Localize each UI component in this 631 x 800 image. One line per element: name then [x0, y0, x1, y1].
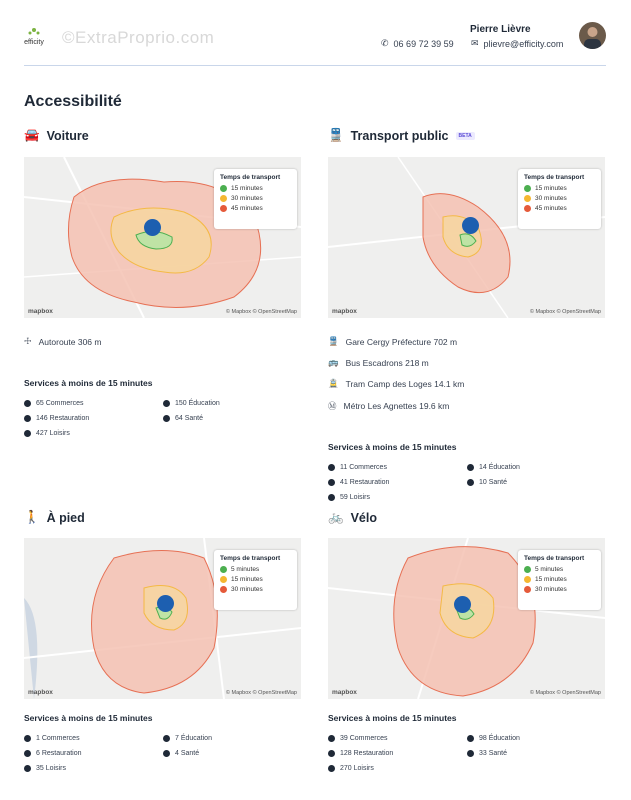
info-gare: 🚆 Gare Cergy Préfecture 702 m	[328, 336, 458, 347]
map-attribution[interactable]: © Mapbox © OpenStreetMap	[225, 690, 297, 696]
velo-legend: Temps de transport 5 minutes 15 minutes 30 minutes	[518, 550, 601, 610]
mapbox-logo: mapbox	[28, 308, 53, 315]
service-item: 65 Commerces	[24, 400, 83, 407]
tram-icon: 🚊	[328, 378, 339, 388]
voiture-map[interactable]	[24, 157, 301, 318]
service-item: 150 Éducation	[163, 400, 220, 407]
property-marker-icon	[462, 217, 479, 234]
phone-contact[interactable]	[381, 38, 454, 49]
phone-icon: ✆	[381, 38, 389, 48]
metro-icon: Ⓜ	[328, 401, 337, 411]
agent-name: Pierre Lièvre	[470, 24, 531, 35]
avatar	[579, 22, 606, 49]
service-item: 128 Restauration	[328, 750, 393, 757]
map-attribution[interactable]: © Mapbox © OpenStreetMap	[225, 309, 297, 315]
bicycle-icon: 🚲	[328, 510, 344, 524]
pied-map[interactable]	[24, 538, 301, 699]
info-bus: 🚌 Bus Escadrons 218 m	[328, 357, 429, 368]
mail-icon: ✉	[471, 38, 479, 48]
service-item: 427 Loisirs	[24, 430, 70, 437]
svg-text:efficity: efficity	[24, 39, 44, 46]
bus-icon: 🚌	[328, 357, 339, 367]
efficity-logo	[14, 24, 54, 48]
voiture-heading: 🚘 Voiture	[24, 128, 89, 143]
velo-heading: 🚲 Vélo	[328, 510, 377, 525]
email-address: plievre@efficity.com	[483, 38, 564, 49]
mapbox-logo: mapbox	[332, 689, 357, 696]
transport-map[interactable]	[328, 157, 605, 318]
service-item: 33 Santé	[467, 750, 507, 757]
watermark: ©ExtraProprio.com	[62, 28, 215, 47]
info-metro: Ⓜ Métro Les Agnettes 19.6 km	[328, 401, 450, 411]
transport-services-title: Services à moins de 15 minutes	[328, 442, 457, 452]
highway-icon: ☩	[24, 336, 32, 346]
voiture-legend: Temps de transport 15 minutes 30 minutes 45 minutes	[214, 169, 297, 229]
service-item: 7 Éducation	[163, 735, 212, 742]
mapbox-logo: mapbox	[28, 689, 53, 696]
service-item: 98 Éducation	[467, 735, 520, 742]
service-item: 1 Commerces	[24, 735, 80, 742]
page-title: Accessibilité	[24, 93, 122, 110]
service-item: 14 Éducation	[467, 464, 520, 471]
pied-legend: Temps de transport 5 minutes 15 minutes 30 minutes	[214, 550, 297, 610]
service-item: 10 Santé	[467, 479, 507, 486]
service-item: 41 Restauration	[328, 479, 389, 486]
property-marker-icon	[454, 596, 471, 613]
email-contact[interactable]	[471, 38, 563, 49]
property-marker-icon	[144, 219, 161, 236]
phone-number: 06 69 72 39 59	[393, 38, 454, 49]
mapbox-logo: mapbox	[332, 308, 357, 315]
service-item: 35 Loisirs	[24, 765, 66, 772]
header-divider	[24, 65, 606, 66]
car-icon: 🚘	[24, 128, 40, 142]
pied-services-title: Services à moins de 15 minutes	[24, 713, 153, 723]
train-icon: 🚆	[328, 128, 344, 142]
map-attribution[interactable]: © Mapbox © OpenStreetMap	[529, 309, 601, 315]
service-item: 39 Commerces	[328, 735, 387, 742]
walking-icon: 🚶	[24, 510, 40, 524]
voiture-services-title: Services à moins de 15 minutes	[24, 378, 153, 388]
velo-services-title: Services à moins de 15 minutes	[328, 713, 457, 723]
service-item: 6 Restauration	[24, 750, 82, 757]
pied-heading: 🚶 À pied	[24, 510, 85, 525]
service-item: 4 Santé	[163, 750, 199, 757]
beta-badge: BETA	[456, 132, 475, 140]
service-item: 11 Commerces	[328, 464, 387, 471]
service-item: 59 Loisirs	[328, 494, 370, 501]
transport-heading: 🚆 Transport public BETA	[328, 128, 475, 143]
service-item: 64 Santé	[163, 415, 203, 422]
property-marker-icon	[157, 595, 174, 612]
info-tram: 🚊 Tram Camp des Loges 14.1 km	[328, 378, 465, 389]
info-autoroute: ☩ Autoroute 306 m	[24, 336, 102, 347]
map-attribution[interactable]: © Mapbox © OpenStreetMap	[529, 690, 601, 696]
train-icon: 🚆	[328, 336, 339, 346]
service-item: 270 Loisirs	[328, 765, 374, 772]
service-item: 146 Restauration	[24, 415, 89, 422]
velo-map[interactable]	[328, 538, 605, 699]
transport-legend: Temps de transport 15 minutes 30 minutes 45 minutes	[518, 169, 601, 229]
